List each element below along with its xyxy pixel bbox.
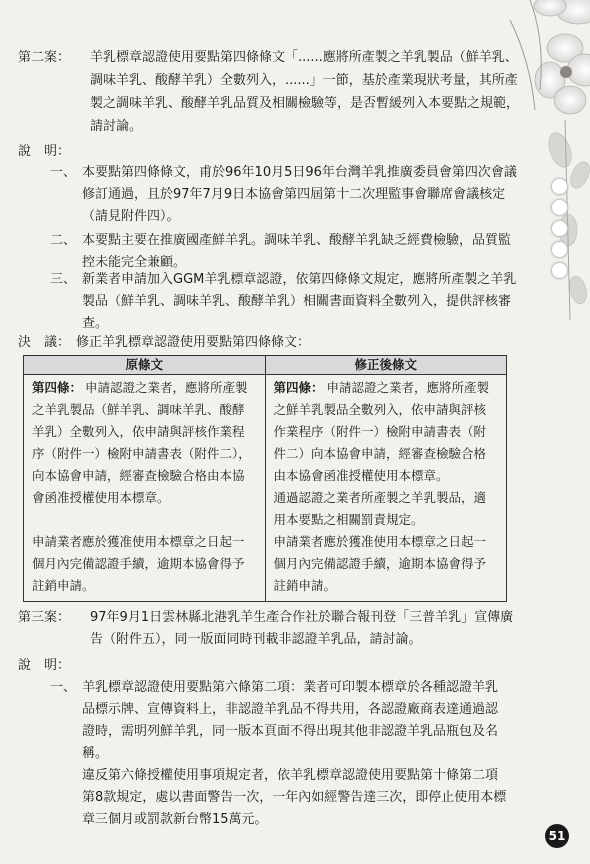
case2-line: 調味羊乳、酸酵羊乳）全數列入，......」一節，基於產業現狀考量，其所產 — [90, 73, 518, 88]
comparison-table — [23, 355, 507, 602]
cell-line: 向本協會申請，經審查檢驗合格由本協 — [32, 468, 245, 483]
cell-line: 之羊乳製品（鮮羊乳、調味羊乳、酸酵 — [32, 402, 245, 417]
explain1-item-line: 本要點第四條條文，甫於96年10月5日96年台灣羊乳推廣委員會第四次會議 — [82, 165, 517, 180]
explain1-item-line: 控未能完全兼顧。 — [82, 255, 187, 270]
explain1-item-line: 本要點主要在推廣國產鮮羊乳。調味羊乳、酸酵羊乳缺乏經費檢驗，品質監 — [82, 233, 512, 248]
cell-line: 羊乳）全數列入，依申請與評核作業程 — [32, 424, 245, 439]
dot — [551, 262, 568, 279]
dot — [551, 220, 568, 237]
cell-line: 序（附件一）檢附申請書表（附件二）， — [32, 446, 251, 461]
page-number: 51 — [545, 824, 569, 848]
dot — [551, 178, 568, 195]
explain2-line: 品標示牌、宣傳資料上，非認證羊乳品不得共用，各認證廠商表達通過認 — [82, 702, 499, 717]
cell-line: 之鮮羊乳製品全數列入，依申請與評核 — [273, 402, 487, 417]
explain1-item-line: （請見附件四）。 — [82, 209, 180, 224]
cell-line: 註銷申請。 — [32, 578, 95, 593]
decorative-dots — [551, 178, 568, 283]
explain2-line: 違反第六條授權使用事項規定者，依羊乳標章認證使用要點第十條第二項 — [82, 768, 499, 783]
resolution-label: 決 議： — [18, 335, 71, 350]
explain1-item-line: 查。 — [82, 316, 109, 331]
explain2-line: 羊乳標章認證使用要點第六條第二項：業者可印製本標章於各種認證羊乳 — [82, 680, 499, 695]
article-label: 第四條： — [32, 380, 83, 395]
table-header-revised: 修正後條文 — [265, 356, 507, 375]
table-header-original: 原條文 — [24, 356, 266, 375]
cell-line: 由本協會函准授權使用本標章。 — [273, 468, 449, 483]
explain1-item-line: 修訂通過，且於97年7月9日本協會第四屆第十二次理監事會聯席會議核定 — [82, 187, 506, 202]
explain1-item-line: 新業者申請加入GGM羊乳標章認證，依第四條條文規定，應將所產製之羊乳 — [82, 272, 517, 287]
explain2-line: 第8款規定，處以書面警告一次，一年內如經警告達三次，即停止使用本標 — [82, 790, 507, 805]
case2-line: 羊乳標章認證使用要點第四條條文「......應將所產製之羊乳製品（鮮羊乳、 — [90, 50, 518, 65]
case3-line: 告（附件五），同一版面同時刊載非認證羊乳品，請討論。 — [90, 632, 422, 647]
cell-line: 會函准授權使用本標章。 — [32, 490, 170, 505]
cell-line: 用本要點之相關罰責規定。 — [273, 512, 424, 527]
explain2-line: 稱。 — [82, 746, 109, 761]
case2-label: 第二案： — [18, 50, 71, 65]
explain2-line: 證時，需明列鮮羊乳，同一版本頁面不得出現其他非認證羊乳品瓶包及名 — [82, 724, 499, 739]
case3-line: 97年9月1日雲林縣北港乳羊生產合作社於聯合報刊登「三普羊乳」宣傳廣 — [90, 610, 514, 625]
cell-line: 作業程序（附件一）檢附申請書表（附 — [273, 424, 487, 439]
explain1-item-num: 二、 — [50, 233, 77, 248]
cell-line: 件二）向本協會申請，經審查檢驗合格 — [273, 446, 487, 461]
cell-line: 註銷申請。 — [273, 578, 337, 593]
explain1-item-num: 一、 — [50, 165, 77, 180]
explain2-label: 說 明： — [18, 658, 71, 673]
cell-line: 申請業者應於獲准使用本標章之日起一 — [273, 534, 487, 549]
explain2-item-num: 一、 — [50, 680, 77, 695]
case2-line: 製之調味羊乳、酸酵羊乳品質及相關檢驗等，是否暫緩列入本要點之規範， — [90, 96, 520, 111]
cell-line: 申請業者應於獲准使用本標章之日起一 — [32, 534, 245, 549]
explain1-item-line: 製品（鮮羊乳、調味羊乳、酸酵羊乳）相關書面資料全數列入，提供評核審 — [82, 294, 512, 309]
case3-label: 第三案： — [18, 610, 71, 625]
explain2-line: 章三個月或罰款新台幣15萬元。 — [82, 812, 268, 827]
article-label: 第四條： — [273, 380, 324, 395]
cell-line: 申請認證之業者，應將所產製 — [326, 380, 490, 395]
resolution-text: 修正羊乳標章認證使用要點第四條條文： — [76, 335, 311, 350]
cell-line: 申請認證之業者，應將所產製 — [85, 380, 248, 395]
explain1-label: 說 明： — [18, 144, 71, 159]
cell-line: 個月內完備認證手續，逾期本協會得予 — [32, 556, 245, 571]
dot — [551, 241, 568, 258]
cell-line: 個月內完備認證手續，逾期本協會得予 — [273, 556, 487, 571]
explain1-item-num: 三、 — [50, 272, 77, 287]
cell-line: 通過認證之業者所產製之羊乳製品，適 — [273, 490, 487, 505]
case2-line: 請討論。 — [90, 119, 143, 134]
table-cell-original — [24, 375, 266, 602]
dot — [551, 199, 568, 216]
table-cell-revised — [265, 375, 507, 602]
